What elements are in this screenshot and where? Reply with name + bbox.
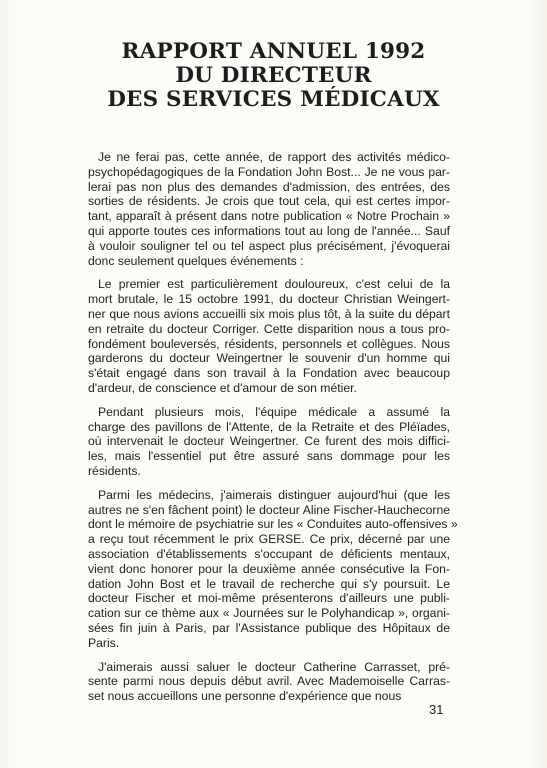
text-line: a reçu tout récemment le prix GERSE. Ce prix, décerné par une — [88, 532, 450, 547]
text-line: Le premier est particulièrement douloureux, c'est celui de la — [98, 277, 450, 292]
title-line-3: DES SERVICES MÉDICAUX — [107, 87, 440, 112]
body-text — [88, 150, 458, 713]
text-line: en retraite du docteur Corriger. Cette disparition nous a tous pro- — [88, 321, 450, 336]
text-line: Pendant plusieurs mois, l'équipe médicale a assumé la — [98, 404, 450, 419]
text-line: résidents. — [88, 463, 141, 478]
paragraph — [88, 487, 458, 651]
text-line: où intervenait le docteur Weingertner. Ce furent des mois diffici- — [88, 434, 450, 449]
text-line: donc seulement quelques événements : — [88, 253, 304, 268]
text-line: sées fin juin à Paris, par l'Assistance publique des Hôpitaux de — [88, 620, 450, 635]
text-line: sorties de résidents. Je crois que tout cela, qui est certes impor- — [88, 194, 450, 209]
text-line: à vouloir souligner tel ou tel aspect plus précisément, j'évoquerai — [88, 238, 450, 253]
text-line: qui apporte toutes ces informations tout au long de l'année... Sauf — [88, 223, 450, 238]
paragraph — [88, 150, 450, 268]
page-title — [60, 40, 487, 112]
text-line: vient donc honorer pour la deuxième année consécutive la Fon- — [88, 561, 450, 576]
text-line: garderons du docteur Weingertner le souvenir d'un homme qui — [88, 351, 450, 366]
text-line: cation sur ce thème aux « Journées sur le Polyhandicap », organi- — [88, 606, 450, 621]
text-line: les, mais l'essentiel put être assuré sans dommage pour les — [88, 449, 450, 464]
title-line-2: DU DIRECTEUR — [175, 63, 372, 88]
text-line: s'était engagé dans son travail à la Fondation avec beaucoup — [88, 366, 450, 381]
text-line: dation John Bost et le travail de recherche qui s'y poursuit. Le — [88, 576, 450, 591]
text-line: mort brutale, le 15 octobre 1991, du docteur Christian Weingert- — [88, 292, 450, 307]
text-line: Paris. — [88, 635, 120, 650]
title-line-1: RAPPORT ANNUEL 1992 — [121, 39, 426, 64]
text-line: fondément bouleversés, résidents, personnels et collègues. Nous — [88, 336, 450, 351]
text-line: tant, apparaît à présent dans notre publication « Notre Prochain » — [88, 209, 450, 224]
text-line: charge des pavillons de l'Attente, de la Retraite et des Pléïades, — [88, 419, 450, 434]
paragraph — [88, 660, 450, 704]
text-line: docteur Fischer et moi-même présenterons d'ailleurs une publi- — [88, 591, 450, 606]
text-line: d'ardeur, de conscience et d'amour de son métier. — [88, 380, 357, 395]
text-line: sente parmi nous depuis début avril. Avec Mademoiselle Carras- — [88, 674, 450, 689]
text-line: psychopédagogiques de la Fondation John Bost... Je ne vous par- — [88, 164, 450, 179]
text-line: autres ne s'en fâchent point) le docteur Aline Fischer-Hauchecorne — [88, 502, 450, 517]
paragraph — [88, 405, 450, 479]
text-line: J'aimerais aussi saluer le docteur Catherine Carrasset, pré- — [98, 659, 450, 674]
paragraph — [88, 277, 450, 395]
text-line: lerai pas non plus des demandes d'admission, des entrées, des — [88, 179, 450, 194]
page-number: 31 — [429, 702, 444, 717]
text-line: dont le mémoire de psychiatrie sur les « Conduites auto-offensives » — [88, 517, 458, 532]
text-line: ner que nous avions accueilli six mois plus tôt, à la suite du départ — [88, 306, 450, 321]
text-line: Je ne ferai pas, cette année, de rapport des activités médico- — [98, 150, 450, 164]
text-line: set nous accueillons une personne d'expérience que nous — [88, 689, 402, 704]
text-line: Parmi les médecins, j'aimerais distinguer aujourd'hui (que les — [98, 487, 450, 502]
text-line: association d'établissements s'occupant de déficients mentaux, — [88, 546, 450, 561]
